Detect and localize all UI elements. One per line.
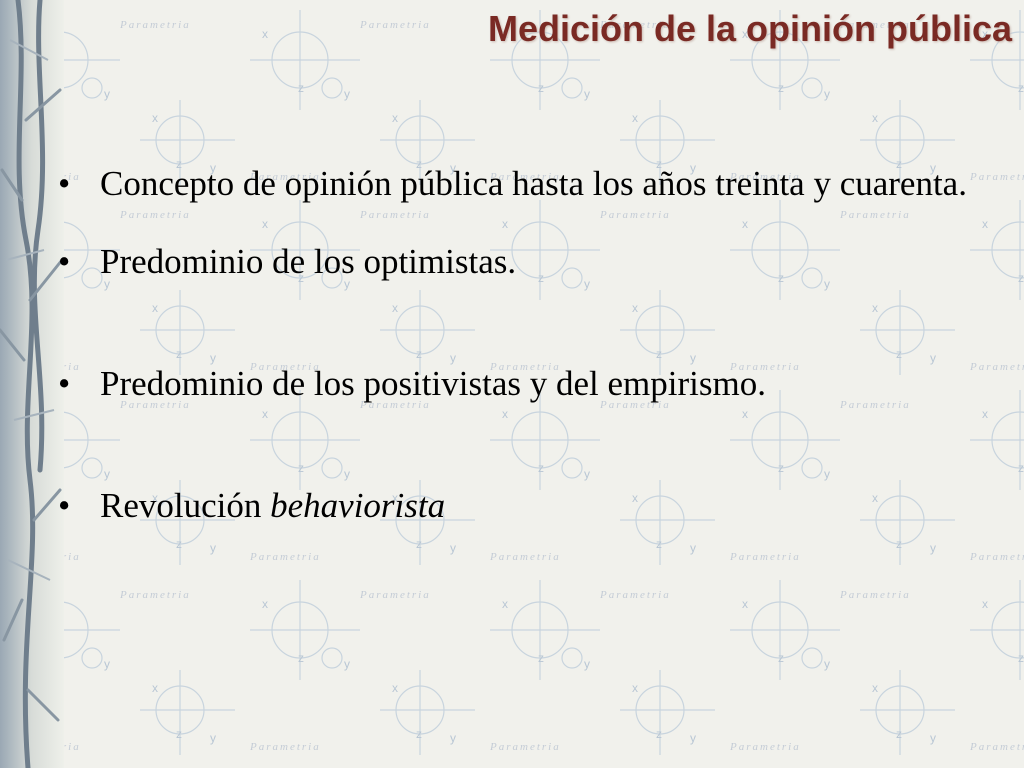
decorative-tree-strip [0, 0, 64, 768]
bullet-marker: • [58, 242, 71, 281]
bullet-text: Revolución [100, 486, 271, 525]
bullet-emphasis: behaviorista [270, 486, 446, 525]
bullet-item [58, 240, 978, 284]
bullet-text: Predominio de los positivistas y del empirismo. [100, 364, 766, 403]
bullet-marker: • [58, 486, 71, 525]
bullet-item [58, 362, 978, 406]
bullet-item [58, 484, 978, 528]
bullet-marker: • [58, 364, 71, 403]
bullet-text: Concepto de opinión pública hasta los años treinta y cuarenta. [100, 164, 967, 203]
bullet-text: Predominio de los optimistas. [100, 242, 517, 281]
bullet-marker: • [58, 164, 71, 203]
bullet-item [58, 162, 978, 206]
bullet-list [58, 162, 978, 528]
slide-title: Medición de la opinión pública [487, 8, 1012, 49]
